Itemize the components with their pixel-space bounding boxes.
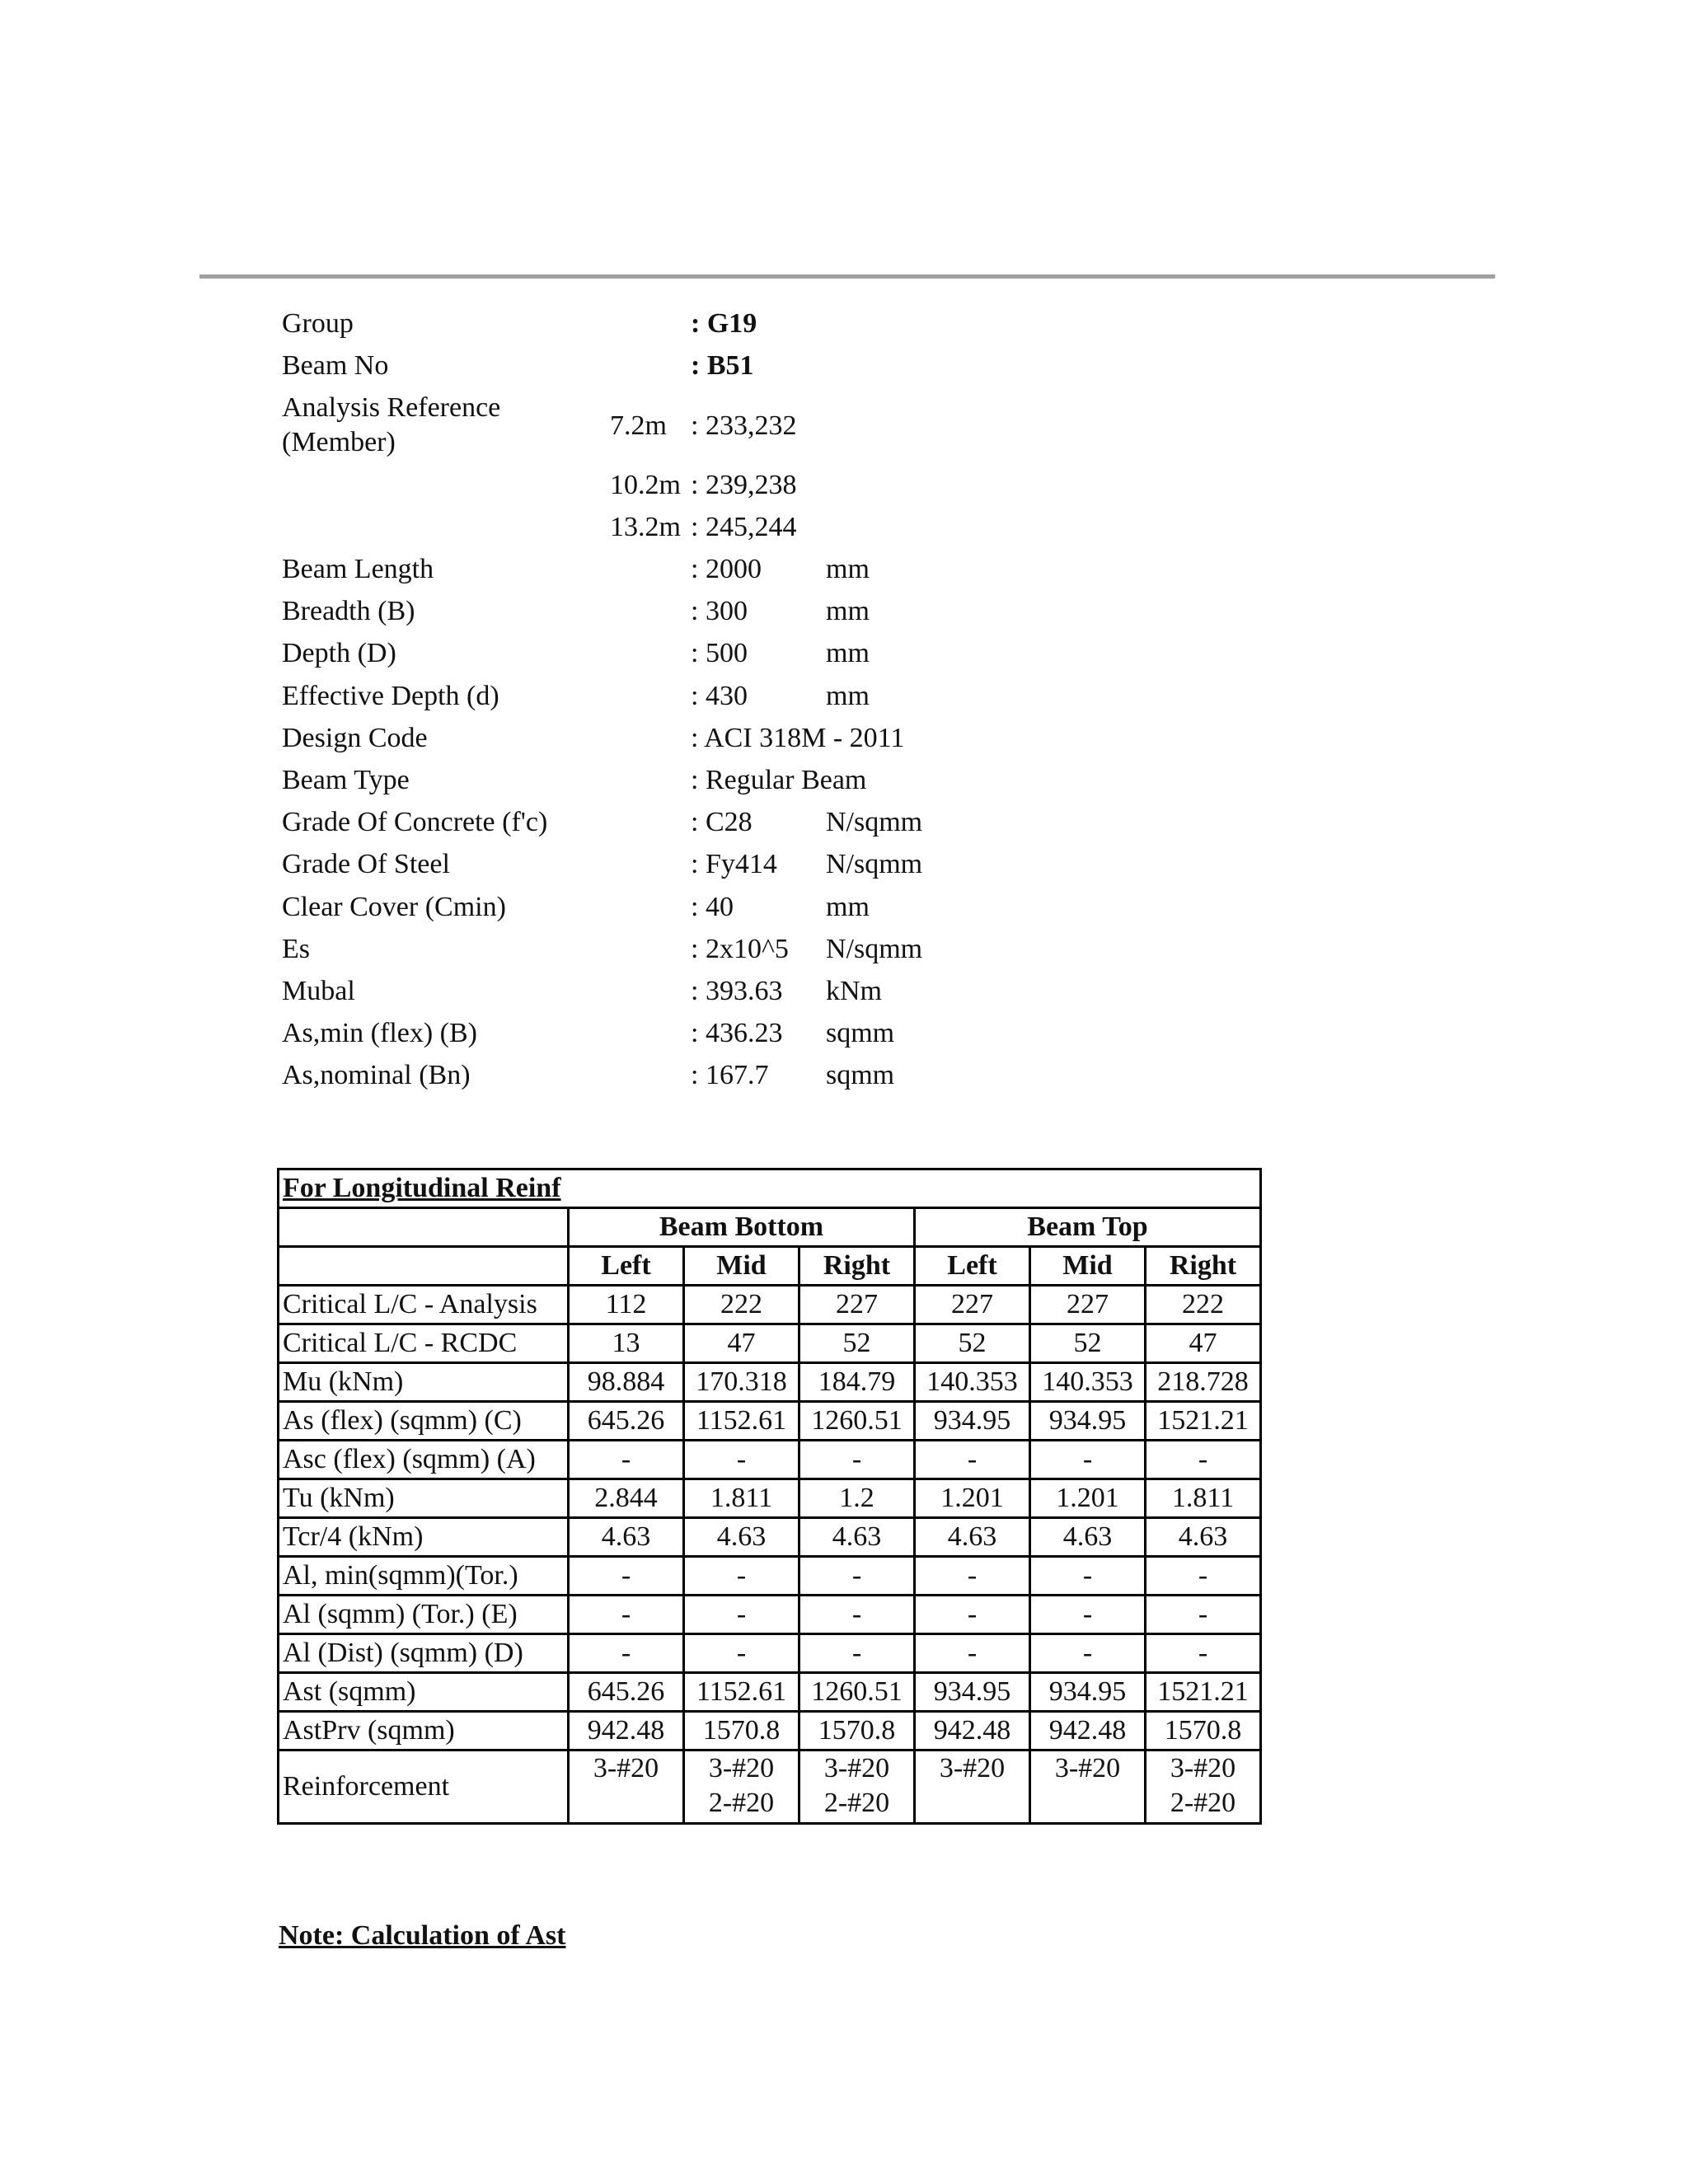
- table-cell: 222: [1146, 1286, 1261, 1324]
- reinforcement-cell: [1146, 1750, 1261, 1824]
- param-unit: mm: [826, 554, 870, 584]
- analysis-level: 10.2m: [610, 470, 681, 500]
- table-cell: 140.353: [915, 1363, 1030, 1402]
- table-row: [279, 1518, 1261, 1557]
- table-cell: -: [799, 1441, 915, 1479]
- bar-spec: 3-#20: [593, 1753, 659, 1783]
- note-heading: Note: Calculation of Ast: [279, 1920, 566, 1951]
- bar-spec: 3-#20: [708, 1753, 775, 1783]
- bar-spec: 3-#20: [1054, 1753, 1121, 1783]
- row-label: Reinforcement: [279, 1750, 569, 1824]
- param-label: Effective Depth (d): [282, 680, 499, 711]
- table-cell: 934.95: [915, 1673, 1030, 1712]
- param-unit: N/sqmm: [826, 849, 923, 880]
- table-cell: 1570.8: [1146, 1712, 1261, 1750]
- table-cell: 4.63: [569, 1518, 684, 1557]
- beam-no-value: : B51: [691, 350, 754, 381]
- table-cell: 184.79: [799, 1363, 915, 1402]
- param-value: : Regular Beam: [691, 765, 867, 795]
- table-cell: -: [569, 1596, 684, 1634]
- table-cell: 1.2: [799, 1479, 915, 1518]
- param-value: : ACI 318M - 2011: [691, 722, 905, 753]
- column-header: Mid: [1030, 1247, 1146, 1286]
- table-cell: 227: [1030, 1286, 1146, 1324]
- table-row: [279, 1441, 1261, 1479]
- bar-spec: 3-#20: [823, 1753, 890, 1783]
- table-cell: 942.48: [915, 1712, 1030, 1750]
- param-label: Design Code: [282, 722, 428, 753]
- row-label: Mu (kNm): [279, 1363, 569, 1402]
- table-cell: 4.63: [1030, 1518, 1146, 1557]
- table-cell: -: [915, 1634, 1030, 1673]
- header-blank-cell: [279, 1208, 569, 1247]
- table-cell: 52: [915, 1324, 1030, 1363]
- group-label: Group: [282, 308, 354, 339]
- analysis-level: 13.2m: [610, 512, 681, 542]
- table-cell: 1.201: [1030, 1479, 1146, 1518]
- table-cell: 47: [684, 1324, 799, 1363]
- table-row: [279, 1596, 1261, 1634]
- bar-spec: 2-#20: [708, 1788, 775, 1818]
- table-cell: -: [799, 1634, 915, 1673]
- table-cell: -: [569, 1634, 684, 1673]
- param-unit: kNm: [826, 976, 882, 1006]
- table-sub-header-row: [279, 1247, 1261, 1286]
- beam-no-label: Beam No: [282, 350, 389, 381]
- table-cell: 934.95: [915, 1402, 1030, 1441]
- param-value: : 436.23: [691, 1018, 783, 1049]
- header-blank-cell: [279, 1247, 569, 1286]
- group-header-beam-bottom: Beam Bottom: [569, 1208, 915, 1247]
- table-cell: 52: [799, 1324, 915, 1363]
- table-cell: 645.26: [569, 1402, 684, 1441]
- table-cell: 1260.51: [799, 1402, 915, 1441]
- table-cell: 52: [1030, 1324, 1146, 1363]
- table-title: For Longitudinal Reinf: [279, 1169, 1261, 1208]
- table-cell: -: [1030, 1441, 1146, 1479]
- table-cell: -: [569, 1557, 684, 1596]
- table-cell: 934.95: [1030, 1402, 1146, 1441]
- row-label: Ast (sqmm): [279, 1673, 569, 1712]
- bar-spec: 2-#20: [1170, 1788, 1236, 1818]
- table-cell: 1152.61: [684, 1402, 799, 1441]
- table-cell: 942.48: [1030, 1712, 1146, 1750]
- param-label: Beam Type: [282, 765, 410, 795]
- table-cell: -: [915, 1557, 1030, 1596]
- table-cell: -: [1146, 1557, 1261, 1596]
- param-value: : 167.7: [691, 1060, 769, 1091]
- table-cell: -: [684, 1441, 799, 1479]
- table-cell: 218.728: [1146, 1363, 1261, 1402]
- table-cell: 1.811: [684, 1479, 799, 1518]
- param-label: Mubal: [282, 976, 355, 1006]
- column-header: Right: [1146, 1247, 1261, 1286]
- table-cell: 1.201: [915, 1479, 1030, 1518]
- table-cell: -: [1146, 1441, 1261, 1479]
- param-label: Clear Cover (Cmin): [282, 891, 506, 922]
- table-cell: 98.884: [569, 1363, 684, 1402]
- table-cell: 4.63: [1146, 1518, 1261, 1557]
- table-group-header-row: [279, 1208, 1261, 1247]
- param-label: Beam Length: [282, 554, 434, 584]
- param-value: : 40: [691, 891, 734, 922]
- reinforcement-row: [279, 1750, 1261, 1824]
- table-row: [279, 1712, 1261, 1750]
- row-label: Al, min(sqmm)(Tor.): [279, 1557, 569, 1596]
- table-cell: -: [1030, 1634, 1146, 1673]
- row-label: Critical L/C - Analysis: [279, 1286, 569, 1324]
- row-label: As (flex) (sqmm) (C): [279, 1402, 569, 1441]
- table-row: [279, 1673, 1261, 1712]
- row-label: Al (sqmm) (Tor.) (E): [279, 1596, 569, 1634]
- row-label: Asc (flex) (sqmm) (A): [279, 1441, 569, 1479]
- param-label: Grade Of Steel: [282, 849, 450, 880]
- reinforcement-cell: [799, 1750, 915, 1824]
- table-cell: -: [684, 1557, 799, 1596]
- param-unit: mm: [826, 891, 870, 922]
- table-row: [279, 1634, 1261, 1673]
- analysis-member-ids: : 239,238: [691, 470, 797, 500]
- param-unit: mm: [826, 638, 870, 669]
- bar-spec: 3-#20: [1170, 1753, 1236, 1783]
- table-cell: 1.811: [1146, 1479, 1261, 1518]
- param-unit: mm: [826, 596, 870, 627]
- row-label: Al (Dist) (sqmm) (D): [279, 1634, 569, 1673]
- column-header: Mid: [684, 1247, 799, 1286]
- table-cell: -: [684, 1634, 799, 1673]
- table-cell: -: [684, 1596, 799, 1634]
- table-cell: -: [915, 1441, 1030, 1479]
- param-label: Breadth (B): [282, 596, 415, 627]
- table-row: [279, 1363, 1261, 1402]
- table-row: [279, 1479, 1261, 1518]
- table-cell: -: [1030, 1557, 1146, 1596]
- row-label: Critical L/C - RCDC: [279, 1324, 569, 1363]
- table-cell: 227: [799, 1286, 915, 1324]
- table-cell: -: [569, 1441, 684, 1479]
- group-value: : G19: [691, 308, 757, 339]
- table-cell: 1260.51: [799, 1673, 915, 1712]
- param-unit: sqmm: [826, 1060, 895, 1091]
- table-cell: 1521.21: [1146, 1673, 1261, 1712]
- table-row: [279, 1402, 1261, 1441]
- table-cell: 1521.21: [1146, 1402, 1261, 1441]
- table-cell: -: [1030, 1596, 1146, 1634]
- param-unit: mm: [826, 680, 870, 711]
- column-header: Left: [915, 1247, 1030, 1286]
- table-cell: 222: [684, 1286, 799, 1324]
- table-cell: 112: [569, 1286, 684, 1324]
- param-value: : 430: [691, 680, 748, 711]
- table-cell: 4.63: [799, 1518, 915, 1557]
- header-divider: [199, 274, 1495, 279]
- reinforcement-cell: [1030, 1750, 1146, 1824]
- param-unit: sqmm: [826, 1018, 895, 1049]
- table-cell: -: [799, 1557, 915, 1596]
- table-cell: -: [1146, 1596, 1261, 1634]
- table-cell: 47: [1146, 1324, 1261, 1363]
- table-row: [279, 1557, 1261, 1596]
- table-cell: 1570.8: [799, 1712, 915, 1750]
- column-header: Left: [569, 1247, 684, 1286]
- param-label: Es: [282, 933, 310, 964]
- analysis-member-ids: : 233,232: [691, 410, 797, 441]
- analysis-ref-label: Analysis Reference (Member): [282, 392, 501, 457]
- param-value: : 2x10^5: [691, 933, 789, 964]
- table-cell: -: [915, 1596, 1030, 1634]
- row-label: Tcr/4 (kNm): [279, 1518, 569, 1557]
- param-value: : C28: [691, 807, 753, 838]
- table-cell: 2.844: [569, 1479, 684, 1518]
- reinforcement-cell: [915, 1750, 1030, 1824]
- table-cell: -: [799, 1596, 915, 1634]
- param-label: As,min (flex) (B): [282, 1018, 478, 1049]
- group-header-beam-top: Beam Top: [915, 1208, 1261, 1247]
- param-value: : 300: [691, 596, 748, 627]
- table-cell: 645.26: [569, 1673, 684, 1712]
- table-cell: 1152.61: [684, 1673, 799, 1712]
- reinforcement-cell: [569, 1750, 684, 1824]
- param-value: : 393.63: [691, 976, 783, 1006]
- bar-spec: 2-#20: [823, 1788, 890, 1818]
- table-cell: 4.63: [684, 1518, 799, 1557]
- table-cell: 170.318: [684, 1363, 799, 1402]
- table-row: [279, 1286, 1261, 1324]
- table-title-row: [279, 1169, 1261, 1208]
- analysis-member-ids: : 245,244: [691, 512, 797, 542]
- param-value: : 500: [691, 638, 748, 669]
- table-cell: 227: [915, 1286, 1030, 1324]
- column-header: Right: [799, 1247, 915, 1286]
- param-unit: N/sqmm: [826, 933, 923, 964]
- reinforcement-cell: [684, 1750, 799, 1824]
- longitudinal-reinf-table: [277, 1168, 1262, 1825]
- analysis-level: 7.2m: [610, 410, 667, 441]
- param-label: Grade Of Concrete (f'c): [282, 807, 548, 838]
- param-unit: N/sqmm: [826, 807, 923, 838]
- bar-spec: 3-#20: [939, 1753, 1006, 1783]
- table-cell: 1570.8: [684, 1712, 799, 1750]
- row-label: AstPrv (sqmm): [279, 1712, 569, 1750]
- row-label: Tu (kNm): [279, 1479, 569, 1518]
- table-cell: 942.48: [569, 1712, 684, 1750]
- param-value: : Fy414: [691, 849, 777, 880]
- table-cell: 140.353: [1030, 1363, 1146, 1402]
- table-cell: 13: [569, 1324, 684, 1363]
- table-cell: 934.95: [1030, 1673, 1146, 1712]
- table-row: [279, 1324, 1261, 1363]
- param-label: Depth (D): [282, 638, 396, 669]
- table-cell: -: [1146, 1634, 1261, 1673]
- table-cell: 4.63: [915, 1518, 1030, 1557]
- param-value: : 2000: [691, 554, 762, 584]
- param-label: As,nominal (Bn): [282, 1060, 471, 1091]
